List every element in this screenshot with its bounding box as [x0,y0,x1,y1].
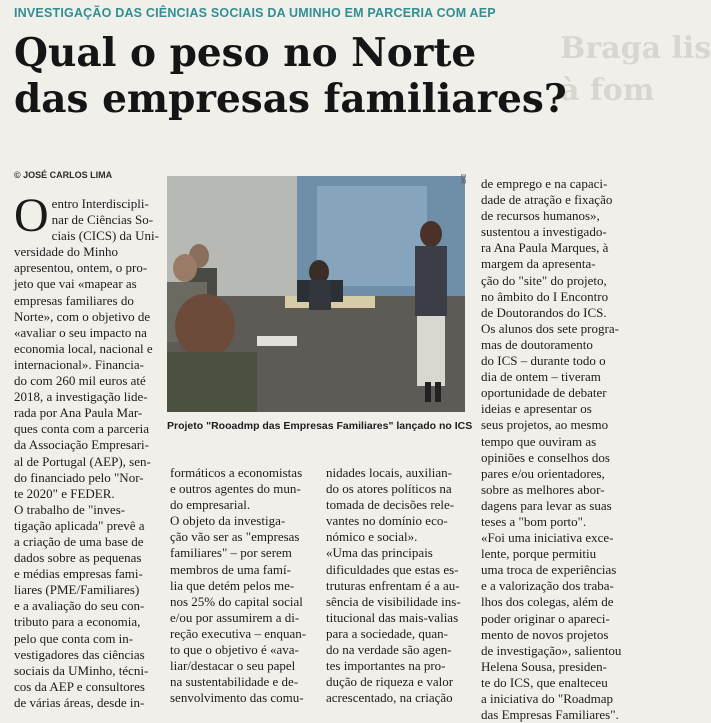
text-line: e a avaliação do seu con- [14,598,145,614]
text-line: e/ou por assumirem a di- [170,609,300,625]
text-line: margem da apresenta- [481,256,596,272]
text-line: vestigadores das ciências [14,646,145,662]
text-line: ciais (CICS) da Uni- [51,228,159,244]
text-line: empresas familiares do [14,292,134,308]
text-line: cos da AEP e consultores [14,678,145,694]
text-line: versidade do Minho [14,244,118,260]
text-line: vantes no domínio eco- [326,513,448,529]
photo-caption: Projeto "Rooadmp das Empresas Familiares" lançado no ICS [167,420,473,432]
text-line: «Uma das principais [326,545,433,561]
bleed-line: Braga lis [560,31,711,66]
text-line: tempo que ouviram as [481,433,597,449]
bleed-line: à fom [560,73,655,108]
text-line: O objeto da investiga- [170,513,286,529]
text-line: para a sociedade, quan- [326,625,448,641]
text-line: nar de Ciências So- [51,212,154,228]
text-line: de emprego e na capaci- [481,176,608,191]
text-line: tigação aplicada" prevê a [14,517,145,533]
text-line: to que o objetivo é «ava- [170,642,299,658]
photo-credit: DR [459,174,466,185]
text-line: seus projetos, ao mesmo [481,417,609,433]
byline: © JOSÉ CARLOS LIMA [14,170,113,180]
dropcap: O [14,189,49,242]
text-line: Helena Sousa, presiden- [481,658,607,674]
text-line: nómico e social». [326,529,418,545]
text-line: «avaliar o seu impacto na [14,324,147,340]
text-line: da Associação Empresari- [14,437,150,453]
text-line: do com 260 mil euros até [14,373,146,389]
text-line: internacional». Financia- [14,356,144,372]
text-line: apresentou, ontem, o pro- [14,260,148,276]
headline [14,30,604,122]
text-line: nidades locais, auxilian- [326,465,452,480]
text-line: jeto que vai «mapear as [14,276,137,292]
text-line: «Foi uma iniciativa exce- [481,530,614,546]
text-line: liar/destacar o seu papel [170,658,296,674]
text-line: do empresarial. [170,497,251,513]
text-line: e médias empresas fami- [14,566,143,582]
text-line: tomada de decisões rele- [326,497,455,513]
text-line: no âmbito do I Encontro [481,288,609,304]
text-line: a criação de uma base de [14,533,144,549]
text-line: mento de novos projetos [481,626,609,642]
text-line: membros de uma famí- [170,561,291,577]
article-column-4 [481,176,631,723]
article-column-1 [14,189,164,711]
text-line: dagens para levar as suas [481,497,612,513]
text-line: lente, porque permitiu [481,546,597,562]
text-line: ideias e apresentar os [481,401,592,417]
text-line: de várias áreas, desde in- [14,694,145,710]
text-line: do na verdade são agen- [326,642,452,658]
text-line: lia que detém pelos me- [170,577,295,593]
text-line: uma troca de experiências [481,562,617,578]
text-line: formáticos a economistas [170,465,303,480]
article-column-2 [170,465,318,706]
headline-line: das empresas familiares? [14,76,567,122]
text-line: do ICS – durante todo o [481,353,606,369]
text-line: senvolvimento das comu- [170,690,304,706]
text-line: dade de atração e fixação [481,192,613,208]
article-column-3 [326,465,474,706]
text-line: lhos dos colegas, além de [481,594,614,610]
text-line: sência de visibilidade ins- [326,593,461,609]
text-line: sociais da UMinho, técni- [14,662,149,678]
text-line: acrescentado, na criação [326,690,453,706]
headline-line: Qual o peso no Norte [14,30,477,76]
text-line: de recursos humanos», [481,208,600,224]
text-line: te do ICS, que enalteceu [481,674,608,690]
text-line: do financiado pelo "Nor- [14,469,144,485]
text-line: ra Ana Paula Marques, à [481,240,609,256]
text-line: ques conta com a parceria [14,421,149,437]
text-line: dução de riqueza e valor [326,674,454,690]
text-line: O trabalho de "inves- [14,501,126,517]
text-line: oportunidade de debater [481,385,607,401]
text-line: na sustentabilidade e de- [170,674,299,690]
text-line: sobre as melhores abor- [481,481,605,497]
text-line: dia de ontem – tiveram [481,369,601,385]
text-line: nos 25% do capital social [170,593,303,609]
text-line: ção do "site" do projeto, [481,272,607,288]
text-line: 2018, a investigação lide- [14,389,148,405]
text-line: poder originar o apareci- [481,610,610,626]
text-line: ção vão ser as "empresas [170,529,300,545]
text-line: pares e/ou orientadores, [481,465,605,481]
text-line: dados sobre as pequenas [14,550,142,566]
text-line: teses a "bom porto". [481,513,587,529]
text-line: rada por Ana Paula Mar- [14,405,143,421]
text-line: reção executiva – enquan- [170,625,307,641]
text-line: titucional das mais-valias [326,609,459,625]
text-line: opiniões e conselhos dos [481,449,610,465]
text-line: dificuldades que estas es- [326,561,459,577]
text-line: liares (PME/Familiares) [14,582,140,598]
text-line: economia local, nacional e [14,340,153,356]
text-line: de Doutorandos do ICS. [481,304,607,320]
text-line: mas de doutoramento [481,336,593,352]
text-line: al de Portugal (AEP), sen- [14,453,151,469]
photo-illustration [167,176,465,412]
text-line: truturas enfrentam é a au- [326,577,460,593]
text-line: de investigação», salientou [481,642,622,658]
article-photo [167,176,465,412]
text-line: entro Interdiscipli- [51,196,149,211]
text-line: e outros agentes do mun- [170,481,301,497]
text-line: a iniciativa do "Roadmap [481,691,614,706]
text-line: tes importantes na pro- [326,658,446,674]
text-line: sustentou a investigado- [481,224,607,240]
text-line: tributo para a economia, [14,614,141,630]
text-line: familiares" – por serem [170,545,292,561]
text-line: Norte», com o objetivo de [14,308,151,324]
text-line: do os atores políticos na [326,481,452,497]
text-line: e a valorização dos traba- [481,578,614,594]
text-line: Os alunos dos sete progra- [481,320,619,336]
text-line: te 2020" e FEDER. [14,485,115,501]
section-kicker: INVESTIGAÇÃO DAS CIÊNCIAS SOCIAIS DA UMINHO EM PARCERIA COM AEP [14,6,496,20]
text-line: pelo que conta com in- [14,630,134,646]
text-line: das Empresas Familiares". [481,707,619,723]
